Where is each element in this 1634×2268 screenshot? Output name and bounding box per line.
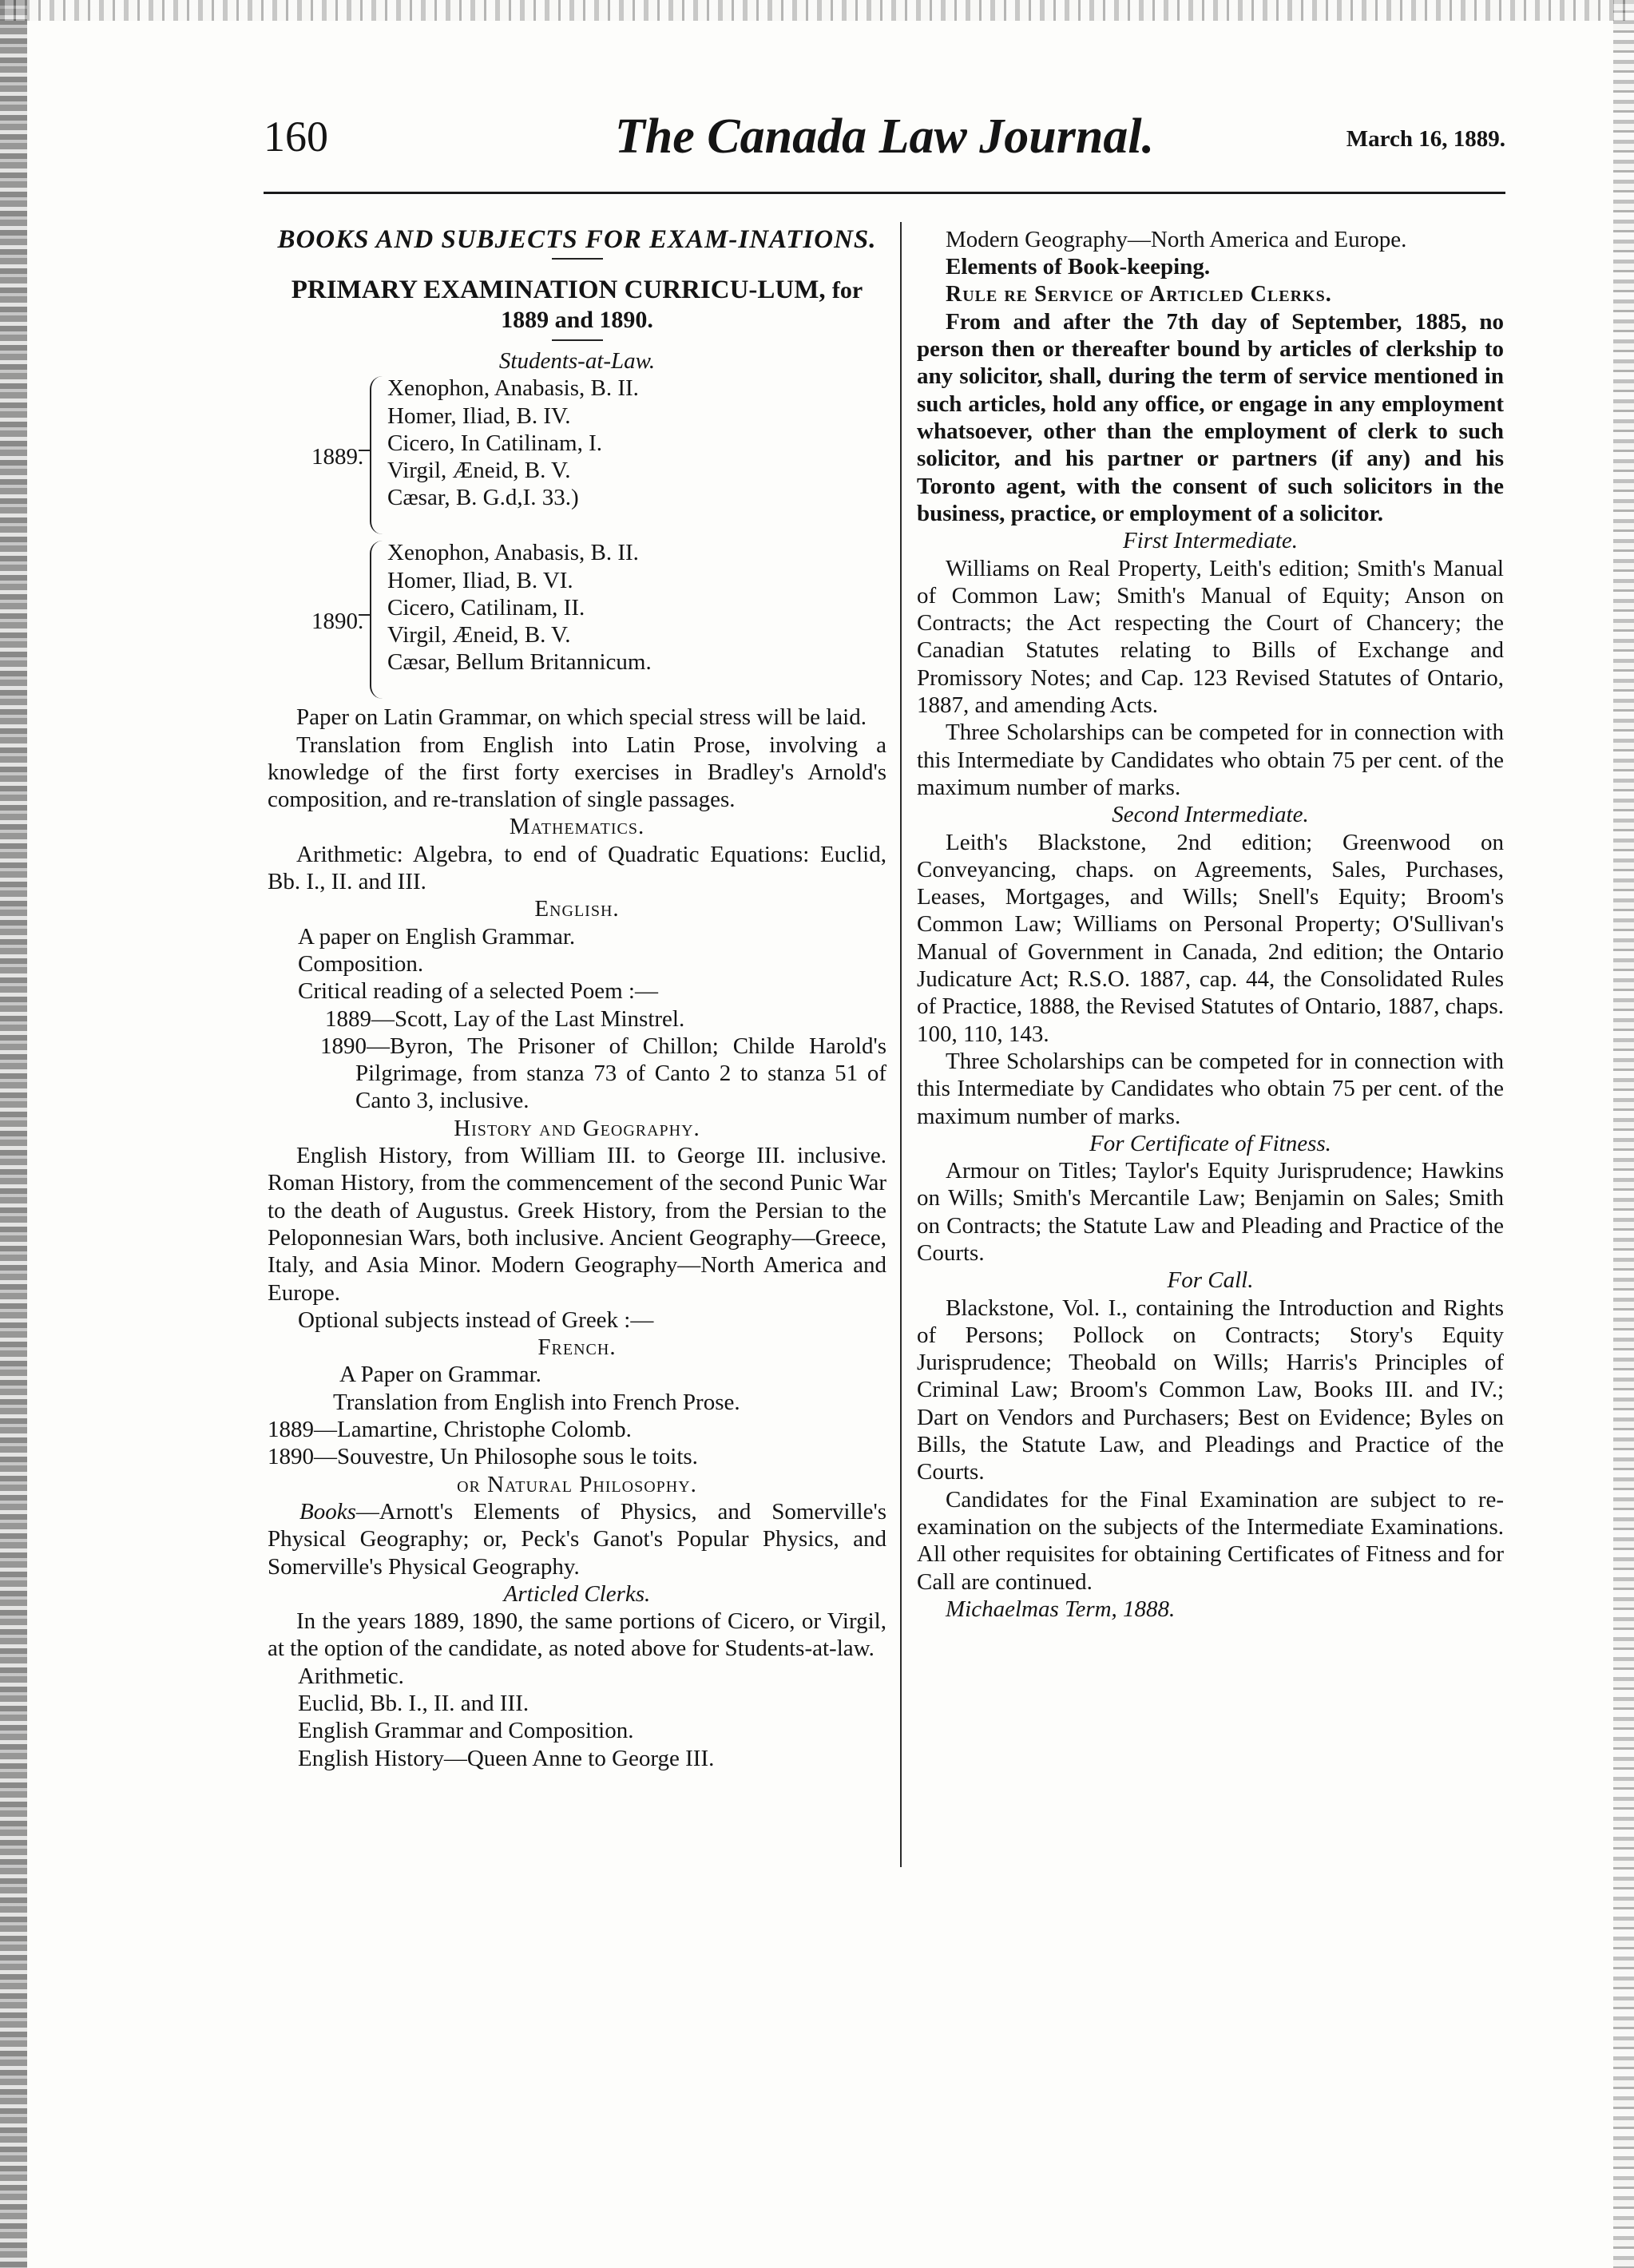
mathematics-text: Arithmetic: Algebra, to end of Quadratic Equations: Euclid, Bb. I., II. and III.	[268, 841, 886, 895]
english-grammar: A paper on English Grammar.	[298, 923, 576, 950]
curriculum-title	[268, 276, 886, 335]
column-divider	[900, 222, 902, 1867]
articled-euclid: Euclid, Bb. I., II. and III.	[298, 1690, 529, 1716]
modern-geography: Modern Geography—North America and Europe.	[946, 227, 1407, 252]
articled-heading: Articled Clerks.	[503, 1580, 651, 1607]
rule-text: From and after the 7th day of September, 1885, no person then or thereafter bound by articles of clerkship to any solicitor, shall, during the term of service mentioned in such articles, hold any office, or engage in any employment whatsoever, other than the employment of clerk to such solicitor, and his partner or partners (if any) and his Toronto agent, with the consent of such solicitors in the business, practice, or employment of a solicitor.	[917, 308, 1504, 526]
translation-text: Translation from English into Latin Prose, involving a knowledge of the first forty exercises in Bradley's Arnold's composition, and re-translation of single passages.	[268, 732, 886, 813]
header-rule	[264, 192, 1505, 194]
bookkeeping: Elements of Book-keeping.	[946, 254, 1211, 280]
curriculum-title-text: PRIMARY EXAMINATION CURRICU-LUM,	[291, 276, 826, 304]
curriculum-years: for 1889 and 1890.	[501, 277, 863, 333]
title-rule	[552, 258, 603, 260]
curriculum-rule	[552, 339, 603, 341]
students-heading: Students-at-Law.	[498, 348, 656, 374]
scan-edge-left	[0, 0, 27, 2268]
year-items	[387, 539, 652, 676]
poem-1889: 1889—Scott, Lay of the Last Minstrel.	[325, 1005, 685, 1032]
year-1889-group	[268, 375, 886, 539]
left-column	[268, 226, 886, 1772]
books-list: —Arnott's Elements of Physics, and Somerville's Physical Geography; or, Peck's Ganot's Popular Physics, and Somerville's Physical Geography.	[268, 1498, 886, 1580]
second-scholarships: Three Scholarships can be competed for in connection with this Intermediate by Candidates who obtain 75 per cent. of the maximum number of marks.	[917, 1048, 1504, 1129]
list-item: Virgil, Æneid, B. V.	[387, 458, 571, 484]
rule-heading: Rule re Service of Articled Clerks.	[946, 281, 1332, 307]
page-header	[264, 109, 1505, 176]
natural-philosophy-heading: or Natural Philosophy.	[457, 1471, 697, 1497]
brace	[370, 541, 384, 699]
poem-1890: 1890—Byron, The Prisoner of Chillon; Childe Harold's Pilgrimage, from stanza 73 of Canto 2 to stanza 51 of Canto 3, inclusive.	[320, 1033, 886, 1114]
list-item: Cæsar, Bellum Britannicum.	[387, 649, 652, 676]
year-1890-group	[268, 539, 886, 704]
critical-reading: Critical reading of a selected Poem :—	[298, 978, 658, 1005]
brace	[370, 376, 384, 534]
second-intermediate-text: Leith's Blackstone, 2nd edition; Greenwood on Conveyancing, chaps. on Agreements, Sales, Purchases, Leases, Mortgages, and Wills; Snell's Equity; Broom's Common Law; Williams on Personal Property; O'Sullivan's Manual of Government in Canada, 2nd edition; the Ontario Judicature Act; R.S.O. 1887, cap. 44, the Consolidated Rules of Practice, 1888, the Revised Statutes of Ontario, 1887, chaps. 100, 110, 143.	[917, 829, 1504, 1047]
list-item: Homer, Iliad, B. IV.	[387, 402, 571, 429]
articled-text: In the years 1889, 1890, the same portions of Cicero, or Virgil, at the option of the candidate, as noted above for Students-at-law.	[268, 1608, 886, 1662]
composition: Composition.	[298, 950, 424, 977]
french-translation: Translation from English into French Prose.	[333, 1389, 740, 1415]
french-grammar: A Paper on Grammar.	[339, 1362, 541, 1388]
english-heading: English.	[534, 896, 620, 922]
second-intermediate-heading: Second Intermediate.	[1112, 802, 1309, 828]
scan-edge-right	[1613, 0, 1634, 2268]
french-1890: 1890—Souvestre, Un Philosophe sous le toits.	[268, 1444, 698, 1470]
list-item: Virgil, Æneid, B. V.	[387, 622, 571, 648]
first-intermediate-heading: First Intermediate.	[1122, 528, 1299, 554]
first-intermediate-text: Williams on Real Property, Leith's edition; Smith's Manual of Common Law; Smith's Manual of Equity; Anson on Contracts; the Act respecting the Court of Chancery; the Canadian Statutes relating to Bills of Exchange and Promissory Notes; and Cap. 123 Revised Statutes of Ontario, 1887, and amending Acts.	[917, 555, 1504, 719]
list-item: Cicero, Catilinam, II.	[387, 594, 585, 621]
books-label: Books	[299, 1498, 356, 1525]
right-column	[917, 226, 1504, 1623]
articled-history: English History—Queen Anne to George III.	[298, 1745, 715, 1771]
page-number: 160	[264, 113, 328, 161]
optional-text: Optional subjects instead of Greek :—	[298, 1306, 654, 1333]
books-text	[268, 1498, 886, 1580]
year-label: 1890.	[311, 609, 364, 635]
issue-date: March 16, 1889.	[1346, 126, 1505, 152]
list-item: Cicero, In Catilinam, I.	[387, 430, 602, 456]
fitness-text: Armour on Titles; Taylor's Equity Jurisprudence; Hawkins on Wills; Smith's Mercantile Law; Benjamin on Sales; Smith on Contracts; the Statute Law and Pleading and Practice of the Courts.	[917, 1158, 1504, 1266]
list-item: Xenophon, Anabasis, B. II.	[387, 375, 639, 402]
list-item: Xenophon, Anabasis, B. II.	[387, 540, 639, 566]
scan-edge-top	[0, 0, 1634, 21]
list-item: Cæsar, B. G.d,I. 33.)	[387, 485, 579, 511]
articled-english: English Grammar and Composition.	[298, 1718, 634, 1744]
articled-arithmetic: Arithmetic.	[298, 1663, 404, 1689]
call-text: Blackstone, Vol. I., containing the Introduction and Rights of Persons; Pollock on Contracts; Story's Equity Jurisprudence; Theobald on Wills; Harris's Principles of Criminal Law; Broom's Common Law, Books III. and IV.; Dart on Vendors and Purchasers; Best on Evidence; Byles on Bills, the Statute Law, and Pleadings and Practice of the Courts.	[917, 1295, 1504, 1485]
call-heading: For Call.	[1167, 1267, 1254, 1294]
latin-paper: Paper on Latin Grammar, on which special stress will be laid.	[296, 704, 867, 731]
journal-title: The Canada Law Journal.	[614, 109, 1155, 164]
first-scholarships: Three Scholarships can be competed for in connection with this Intermediate by Candidates who obtain 75 per cent. of the maximum number of marks.	[917, 720, 1504, 800]
history-heading: History and Geography.	[454, 1115, 700, 1141]
section-title: BOOKS AND SUBJECTS FOR EXAM-INATIONS.	[277, 225, 877, 254]
french-1889: 1889—Lamartine, Christophe Colomb.	[268, 1417, 632, 1443]
french-heading: French.	[537, 1334, 617, 1361]
year-label: 1889.	[311, 444, 364, 470]
history-text: English History, from William III. to George III. inclusive. Roman History, from the commencement of the second Punic War to the death of Augustus. Greek History, from the Persian to the Peloponnesian Wars, both inclusive. Ancient Geography—Greece, Italy, and Asia Minor. Modern Geography—North America and Europe.	[268, 1143, 886, 1306]
mathematics-heading: Mathematics.	[509, 814, 645, 840]
final-text: Candidates for the Final Examination are subject to re-examination on the subjects of the Intermediate Examinations. All other requisites for obtaining Certificates of Fitness and for Call are continued.	[917, 1486, 1504, 1595]
year-items	[387, 375, 639, 511]
signature: Michaelmas Term, 1888.	[946, 1596, 1176, 1622]
fitness-heading: For Certificate of Fitness.	[1089, 1130, 1331, 1156]
list-item: Homer, Iliad, B. VI.	[387, 567, 573, 593]
